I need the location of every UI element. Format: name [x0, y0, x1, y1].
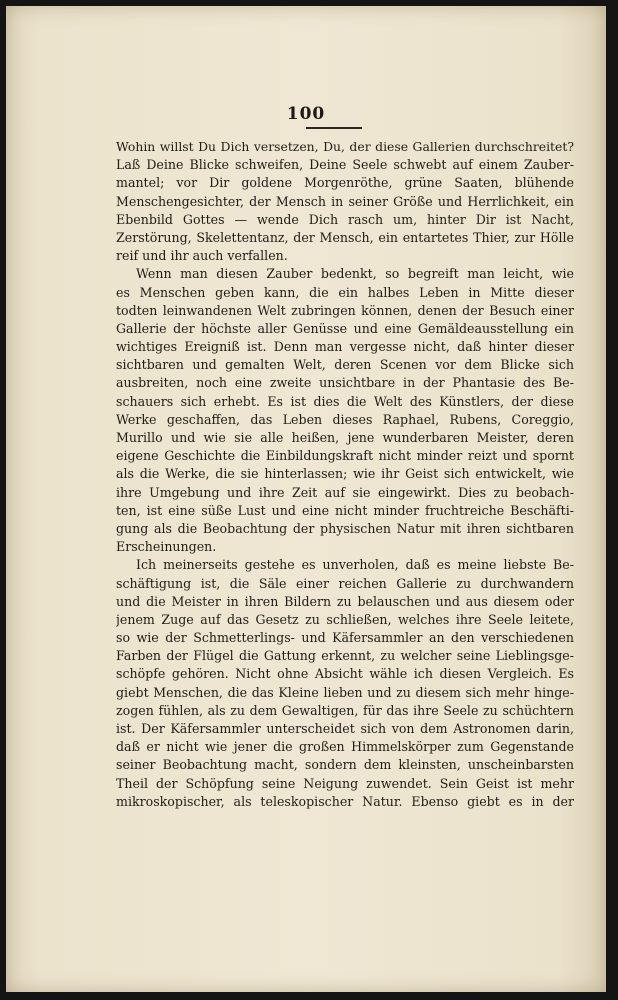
text-line: Gallerie der höchste aller Genüsse und eine Gemäldeausstellung ein [116, 320, 574, 336]
text-line: seiner Beobachtung macht, sondern dem kleinsten, unscheinbarsten [116, 757, 574, 773]
text-line: jenem Zuge auf das Gesetz zu schließen, welches ihre Seele leitete, [116, 611, 574, 627]
text-line: ihre Umgebung und ihre Zeit auf sie eingewirkt. Dies zu beobach- [116, 484, 574, 500]
text-line: es Menschen geben kann, die ein halbes Leben in Mitte dieser [116, 284, 574, 300]
text-line: schauers sich erhebt. Es ist dies die Welt des Künstlers, der diese [116, 393, 574, 409]
text-line: und die Meister in ihren Bildern zu belauschen und aus diesem oder [116, 593, 574, 609]
text-line: Theil der Schöpfung seine Neigung zuwendet. Sein Geist ist mehr [116, 775, 574, 791]
text-line: Werke geschaffen, das Leben dieses Raphael, Rubens, Coreggio, [116, 411, 574, 427]
text-line: zogen fühlen, als zu dem Gewaltigen, für das ihre Seele zu schüchtern [116, 702, 574, 718]
text-line: sichtbaren und gemalten Welt, deren Scenen vor dem Blicke sich [116, 357, 574, 373]
text-line: Wenn man diesen Zauber bedenkt, so begreift man leicht, wie [136, 266, 574, 282]
text-line: Wohin willst Du Dich versetzen, Du, der diese Gallerien durchschreitet? [116, 139, 574, 154]
page-number: 100 [286, 104, 326, 124]
text-line: giebt Menschen, die das Kleine lieben und zu diesem sich mehr hinge- [116, 684, 574, 700]
text-line: daß er nicht wie jener die großen Himmelskörper zum Gegenstande [116, 739, 574, 755]
text-line: ausbreiten, noch eine zweite unsichtbare in der Phantasie des Be- [116, 375, 574, 391]
text-line: mantel; vor Dir goldene Morgenröthe, grüne Saaten, blühende [116, 175, 574, 191]
text-line: Farben der Flügel die Gattung erkennt, zu welcher seine Lieblingsge- [116, 648, 574, 664]
header-rule [306, 127, 362, 129]
book-page [6, 6, 606, 992]
text-line: schäftigung ist, die Säle einer reichen Gallerie zu durchwandern [116, 575, 574, 591]
text-line: Zerstörung, Skelettentanz, der Mensch, ein entartetes Thier, zur Hölle [116, 229, 574, 245]
text-line: Laß Deine Blicke schweifen, Deine Seele schwebt auf einem Zauber- [116, 157, 574, 173]
body-text [116, 138, 574, 811]
text-line: gung als die Beobachtung der physischen Natur mit ihren sichtbaren [116, 520, 574, 536]
text-line: Murillo und wie sie alle heißen, jene wunderbaren Meister, deren [116, 430, 574, 445]
text-line: schöpfe gehören. Nicht ohne Absicht wähle ich diesen Vergleich. Es [116, 666, 574, 682]
text-line: Ebenbild Gottes — wende Dich rasch um, hinter Dir ist Nacht, [116, 211, 574, 227]
text-line: reif und ihr auch verfallen. [116, 248, 288, 264]
text-line: als die Werke, die sie hinterlassen; wie ihr Geist sich entwickelt, wie [116, 466, 574, 482]
text-line: eigene Geschichte die Einbildungskraft nicht minder reizt und spornt [116, 448, 574, 464]
text-line: ten, ist eine süße Lust und eine nicht minder fruchtreiche Beschäfti- [116, 502, 574, 518]
text-line: so wie der Schmetterlings- und Käfersammler an den verschiedenen [116, 630, 574, 646]
text-line: mikroskopischer, als teleskopischer Natur. Ebenso giebt es in der [116, 793, 574, 809]
text-line: todten leinwandenen Welt zubringen können, denen der Besuch einer [116, 302, 574, 318]
text-line: wichtiges Ereigniß ist. Denn man vergesse nicht, daß hinter dieser [116, 339, 574, 355]
text-line: Ich meinerseits gestehe es unverholen, daß es meine liebste Be- [136, 557, 574, 573]
text-line: ist. Der Käfersammler unterscheidet sich von dem Astronomen darin, [116, 721, 574, 736]
text-line: Menschengesichter, der Mensch in seiner Größe und Herrlichkeit, ein [116, 193, 574, 209]
text-line: Erscheinungen. [116, 539, 217, 555]
